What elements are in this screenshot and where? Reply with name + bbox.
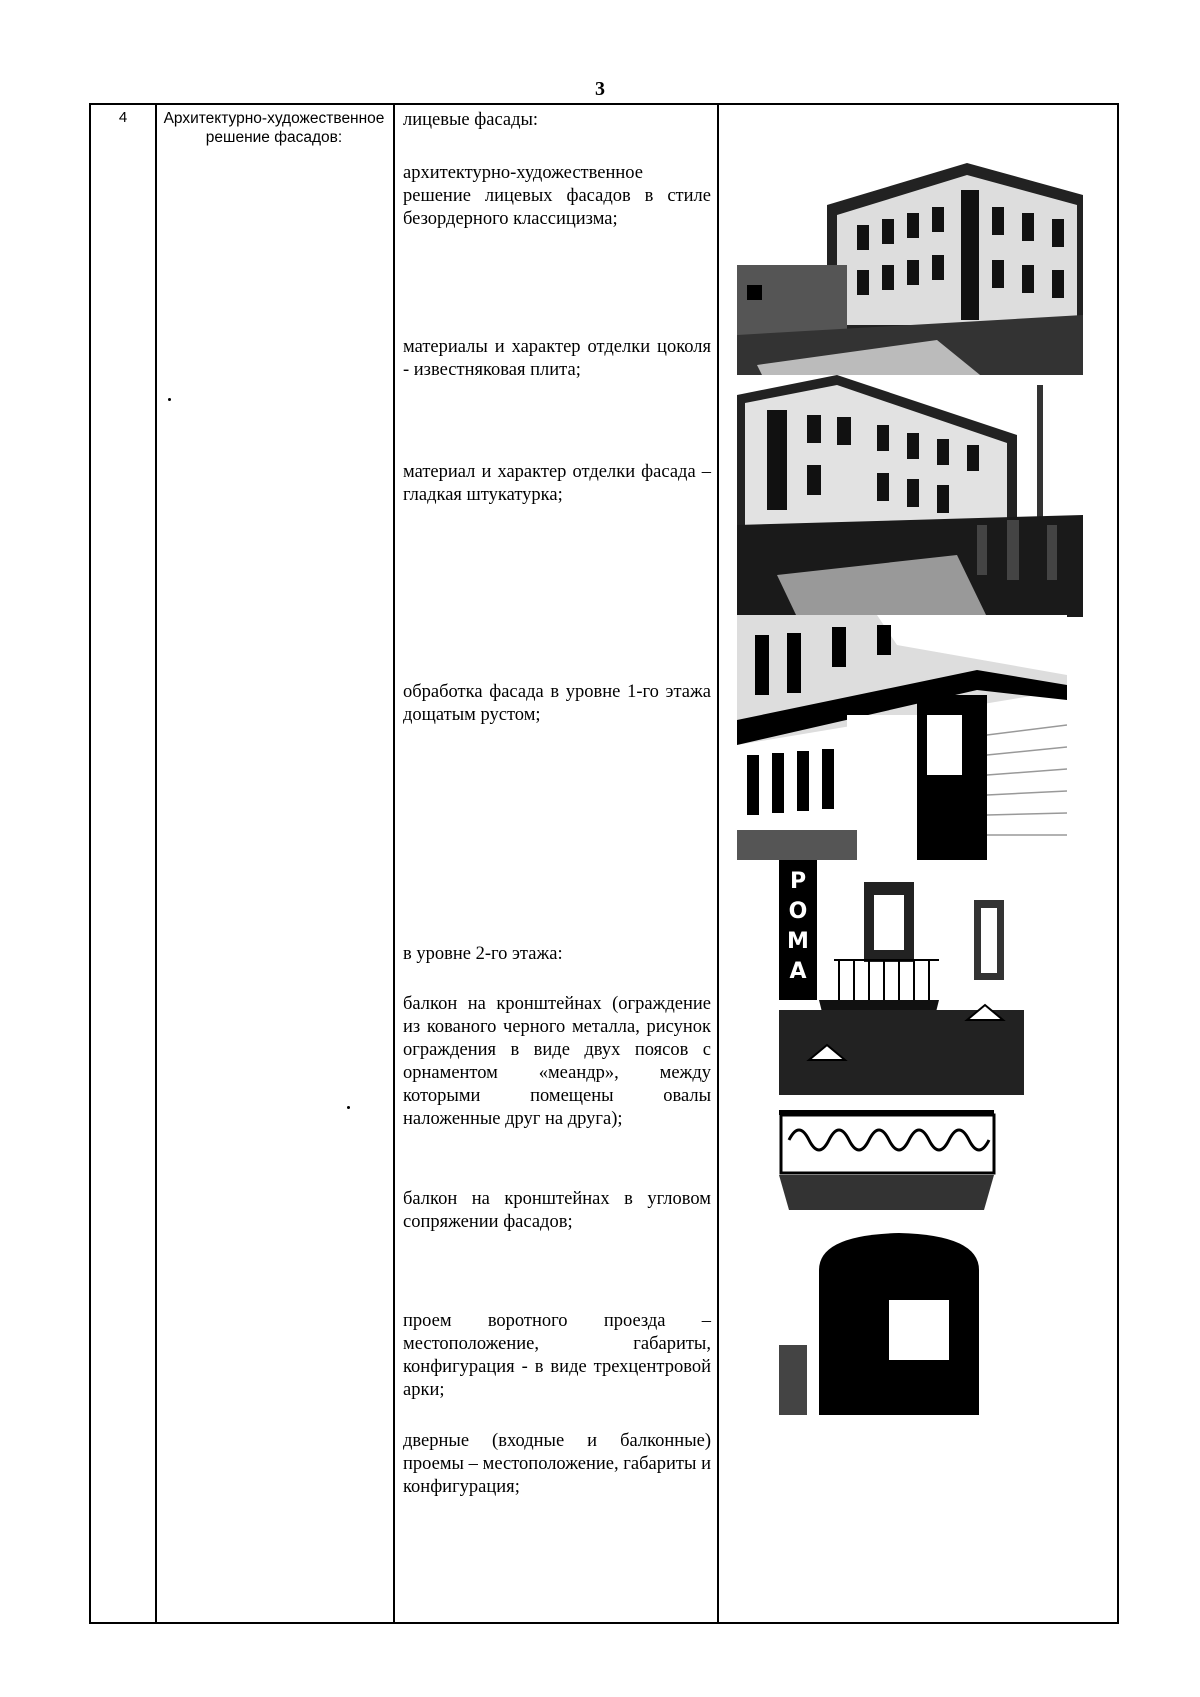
description-item: балкон на кронштейнах (ограждение из кованого черного металла, рисунок ограждения в виде двух поясов с орнаментом «меандр», между которыми помещены овалы наложенные друг на друга); [403,994,711,1129]
column-divider [155,105,157,1622]
photo-column [719,105,1117,1622]
description-item: лицевые фасады: [403,110,539,130]
scan-speck [168,398,171,401]
photo-first-floor-rustication [737,615,1067,860]
description-item: материалы и характер отделки цоколя - известняковая плита; [403,337,711,380]
description-item: проем воротного проезда – местоположение, габариты, конфигурация - в виде трехцентровой арки; [403,1311,711,1400]
photo-corner-building-street [737,135,1083,405]
sign-text: Р О М А [787,869,809,984]
photo-corner-building-pedestrians [737,375,1083,617]
description-item: балкон на кронштейнах в угловом сопряжении фасадов; [403,1189,711,1232]
column-divider [393,105,395,1622]
description-item: в уровне 2-го этажа: [403,944,563,964]
description-column [403,105,711,1622]
page-number: 3 [595,78,605,100]
facade-table [89,103,1119,1624]
description-item: обработка фасада в уровне 1-го этажа дощатым рустом; [403,682,711,725]
row-name: Архитектурно-художественное решение фасадов: [163,110,385,146]
photo-gate-arch-balcony [779,1095,1024,1415]
description-item: материал и характер отделки фасада – гладкая штукатурка; [403,462,711,505]
description-item: архитектурно-художественное решение лицевых фасадов в стиле безордерного классицизма; [403,163,711,229]
description-item: дверные (входные и балконные) проемы – местоположение, габариты и конфигурация; [403,1431,711,1497]
row-number: 4 [118,109,128,126]
photo-balcony-second-floor [779,860,1024,1098]
scan-speck [347,1106,350,1109]
